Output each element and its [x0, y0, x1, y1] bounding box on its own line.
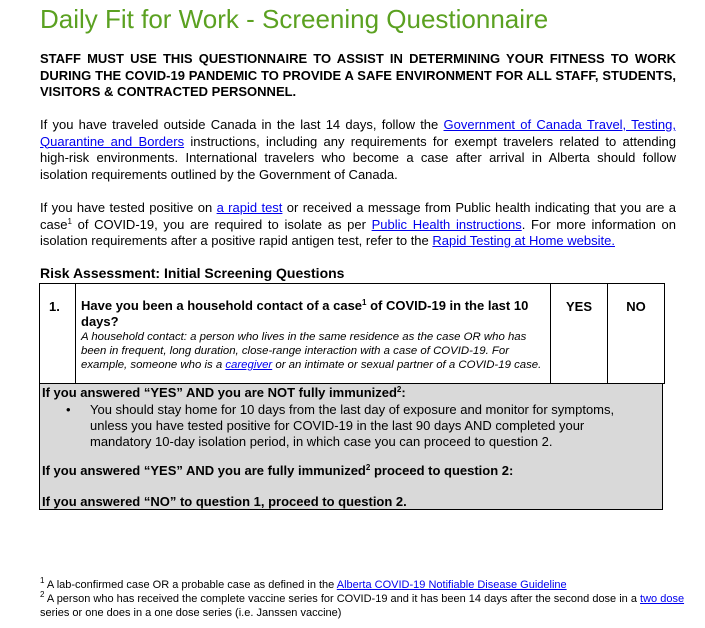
- question-number: 1.: [49, 299, 60, 314]
- travel-text-start: If you have traveled outside Canada in the last 14 days, follow the: [40, 117, 444, 132]
- footnote-2-text: A person who has received the complete vaccine series for COVID-19 and it has been 14 days after the second dose in a: [44, 593, 641, 605]
- guidance-line1-colon: :: [401, 385, 406, 400]
- public-health-instructions-link[interactable]: Public Health instructions: [371, 216, 522, 232]
- footnote-1: [40, 578, 690, 592]
- risk-assessment-heading: Risk Assessment: Initial Screening Questions: [40, 265, 345, 281]
- footnote-1-marker: 1: [40, 576, 45, 585]
- question-text-a: Have you been a household contact of a case: [81, 298, 363, 313]
- question-footnote-ref: 1: [362, 298, 367, 307]
- positive-text-2: or received a message from Public health indicating that you are a case: [40, 200, 676, 232]
- question-1-row: [39, 283, 665, 384]
- notifiable-disease-guideline-link[interactable]: Alberta COVID-19 Notifiable Disease Guideline: [336, 579, 567, 591]
- footnote-ref-1: 1: [67, 216, 72, 226]
- positive-text-1: If you have tested positive on: [40, 200, 217, 215]
- travel-paragraph: [40, 117, 676, 183]
- guidance-fully-immunized: [42, 463, 513, 478]
- caregiver-link[interactable]: caregiver: [225, 359, 273, 371]
- question-text-b: of COVID-19 in the last 10 days?: [81, 298, 529, 329]
- footnote-2-marker: 2: [40, 590, 45, 599]
- question-number-cell: [40, 284, 76, 383]
- question-text: [81, 298, 543, 330]
- travel-text-end: instructions, including any requirements for exempt travelers related to attending high-risk environments. International travelers who become a case after arrival in Alberta should follow isolation requirements outlined by the Government of Canada.: [40, 133, 676, 182]
- positive-text-3: of COVID-19, you are required to isolate as per: [71, 216, 372, 232]
- guidance-not-immunized: [42, 385, 406, 400]
- household-contact-definition: [81, 330, 543, 372]
- footnote-2: [40, 592, 690, 620]
- positive-test-paragraph: [40, 200, 676, 250]
- yes-option[interactable]: YES: [550, 284, 608, 383]
- rapid-test-link[interactable]: a rapid test: [216, 200, 283, 215]
- government-canada-travel-link[interactable]: Government of Canada Travel, Testing, Quarantine and Borders: [40, 117, 676, 149]
- stay-home-instruction: You should stay home for 10 days from the last day of exposure and monitor for symptoms, unless you have tested positive for COVID-19 in the last 90 days AND completed your mandatory 10-day isolation period, in which case you can proceed to question 2.: [90, 402, 615, 449]
- guidance-line3-text: If you answered “YES” AND you are fully immunized: [42, 463, 366, 478]
- no-option[interactable]: NO: [626, 299, 646, 314]
- rapid-testing-home-link[interactable]: Rapid Testing at Home website.: [432, 233, 615, 248]
- guidance-line3-sup: 2: [365, 463, 371, 472]
- footnote-1-text: A lab-confirmed case OR a probable case as defined in the: [44, 579, 337, 591]
- staff-notice: STAFF MUST USE THIS QUESTIONNAIRE TO ASSIST IN DETERMINING YOUR FITNESS TO WORK DURING THE COVID-19 PANDEMIC TO PROVIDE A SAFE ENVIRONMENT FOR ALL STAFF, STUDENTS, VISITORS & CONTRACTED PERSONNEL.: [40, 51, 676, 99]
- question-body: [81, 298, 543, 372]
- guidance-line1-text: If you answered “YES” AND you are NOT fully immunized: [42, 385, 397, 400]
- page-title: Daily Fit for Work - Screening Questionnaire: [40, 4, 549, 34]
- positive-text-4: . For more information on isolation requirements after a positive rapid antigen test, refer to the: [40, 216, 676, 248]
- guidance-answered-no: If you answered “NO” to question 1, proceed to question 2.: [42, 494, 407, 509]
- guidance-line3-end: proceed to question 2:: [370, 463, 514, 478]
- footnotes: [40, 578, 690, 620]
- bullet-icon: •: [66, 402, 71, 417]
- two-dose-link[interactable]: two dose: [640, 593, 685, 605]
- guidance-box: [39, 384, 663, 510]
- guidance-line1-sup: 2: [396, 385, 402, 394]
- footnote-2-end: series or one does in a one dose series (i.e. Janssen vaccine): [40, 607, 342, 619]
- definition-text-b: or an intimate or sexual partner of a COVID-19 case.: [272, 359, 542, 371]
- definition-text-a: A household contact: a person who lives in the same residence as the case OR who has been in frequent, long duration, close-range interaction with a case of COVID-19. For example, someone who is a: [81, 331, 527, 371]
